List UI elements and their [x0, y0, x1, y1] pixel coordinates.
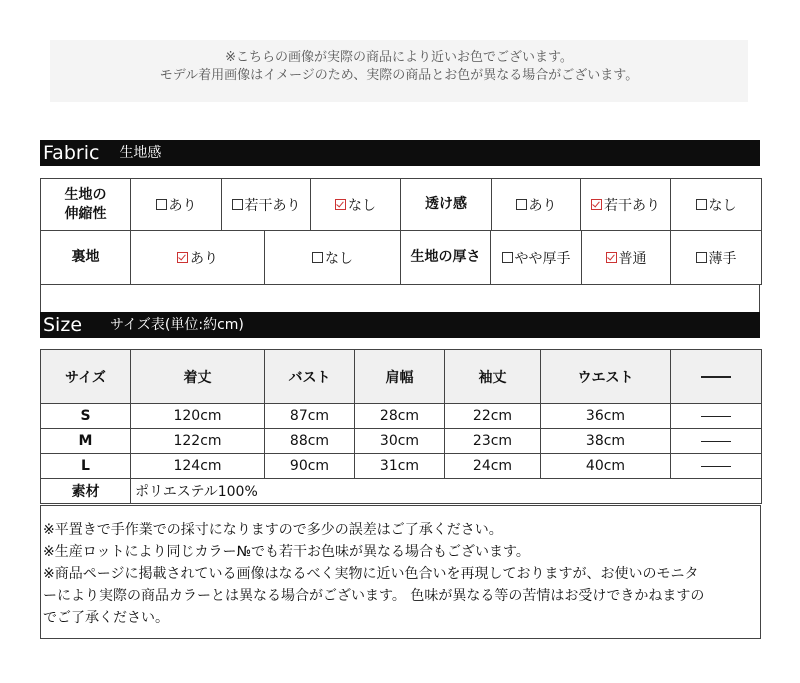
size-label: S [41, 404, 131, 429]
waist-value: 38cm [541, 429, 671, 454]
note-line: ※生産ロットにより同じカラー№でも若干お色味が異なる場合もございます。 [43, 544, 530, 560]
size-label: M [41, 429, 131, 454]
empty-value [671, 404, 762, 429]
checkbox-icon [696, 252, 707, 263]
lining-label: 裏地 [41, 231, 131, 285]
header-length: 着丈 [131, 350, 265, 404]
stretch-label: 生地の 伸縮性 [41, 179, 131, 231]
material-row [41, 479, 762, 504]
lining-option-yes: あり [131, 231, 265, 285]
sleeve-value: 23cm [445, 429, 541, 454]
checked-checkbox-icon [606, 252, 617, 263]
waist-value: 36cm [541, 404, 671, 429]
checked-checkbox-icon [177, 252, 188, 263]
length-value: 120cm [131, 404, 265, 429]
header-sleeve: 袖丈 [445, 350, 541, 404]
checkbox-icon [516, 199, 527, 210]
stretch-option-no: なし [311, 179, 401, 231]
note-line: ※平置きで手作業での採寸になりますので多少の誤差はご了承ください。 [43, 522, 503, 538]
material-value: ポリエステル100% [131, 479, 762, 504]
header-bust: バスト [265, 350, 355, 404]
header-empty [671, 350, 762, 404]
checkbox-icon [502, 252, 513, 263]
notice-line-2: モデル着用画像はイメージのため、実際の商品とお色が異なる場合がございます。 [159, 68, 639, 83]
empty-value [671, 429, 762, 454]
shoulder-value: 31cm [355, 454, 445, 479]
bust-value: 88cm [265, 429, 355, 454]
bust-value: 87cm [265, 404, 355, 429]
thickness-option-thick: やや厚手 [491, 231, 582, 285]
sheer-label: 透け感 [401, 179, 492, 231]
fabric-table-row-2 [40, 230, 762, 285]
dash-icon [701, 376, 731, 378]
checked-checkbox-icon [335, 199, 346, 210]
dash-icon [701, 466, 731, 467]
size-title-jp: サイズ表(単位:約cm) [110, 317, 244, 333]
notes-box [40, 505, 761, 639]
fabric-title-en: Fabric [43, 142, 100, 164]
note-line: ーにより実際の商品カラーとは異なる場合がございます。 色味が異なる等の苦情はお受けできかねますの [43, 588, 705, 604]
shoulder-value: 28cm [355, 404, 445, 429]
table-row [41, 454, 762, 479]
table-row [41, 429, 762, 454]
note-line: でご了承ください。 [43, 610, 169, 626]
sheer-option-no: なし [671, 179, 762, 231]
dash-icon [701, 416, 731, 417]
fabric-title-jp: 生地感 [119, 145, 162, 161]
stretch-option-slight: 若干あり [222, 179, 311, 231]
size-table-header [41, 350, 762, 404]
empty-value [671, 454, 762, 479]
checkbox-icon [232, 199, 243, 210]
checkbox-icon [696, 199, 707, 210]
length-value: 122cm [131, 429, 265, 454]
thickness-option-thin: 薄手 [671, 231, 762, 285]
stretch-option-yes: あり [131, 179, 222, 231]
size-label: L [41, 454, 131, 479]
table-row [41, 404, 762, 429]
shoulder-value: 30cm [355, 429, 445, 454]
header-shoulder: 肩幅 [355, 350, 445, 404]
length-value: 124cm [131, 454, 265, 479]
thickness-label: 生地の厚さ [401, 231, 491, 285]
sleeve-value: 22cm [445, 404, 541, 429]
thickness-option-normal: 普通 [582, 231, 671, 285]
checked-checkbox-icon [591, 199, 602, 210]
sheer-option-yes: あり [492, 179, 581, 231]
header-waist: ウエスト [541, 350, 671, 404]
waist-value: 40cm [541, 454, 671, 479]
checkbox-icon [156, 199, 167, 210]
notice-line-1: ※こちらの画像が実際の商品により近いお色でございます。 [225, 50, 573, 65]
note-line: ※商品ページに掲載されている画像はなるべく実物に近い色合いを再現しておりますが、お使いのモニタ [43, 566, 699, 582]
header-size: サイズ [41, 350, 131, 404]
section-spacer [40, 284, 760, 312]
sleeve-value: 24cm [445, 454, 541, 479]
fabric-table-row-1 [40, 178, 762, 231]
fabric-header [40, 140, 760, 166]
dash-icon [701, 441, 731, 442]
size-title-en: Size [43, 314, 83, 336]
checkbox-icon [312, 252, 323, 263]
material-label: 素材 [41, 479, 131, 504]
size-table [40, 349, 762, 504]
lining-option-no: なし [265, 231, 401, 285]
sheer-option-slight: 若干あり [581, 179, 671, 231]
color-notice [50, 40, 748, 102]
bust-value: 90cm [265, 454, 355, 479]
size-header [40, 312, 760, 338]
